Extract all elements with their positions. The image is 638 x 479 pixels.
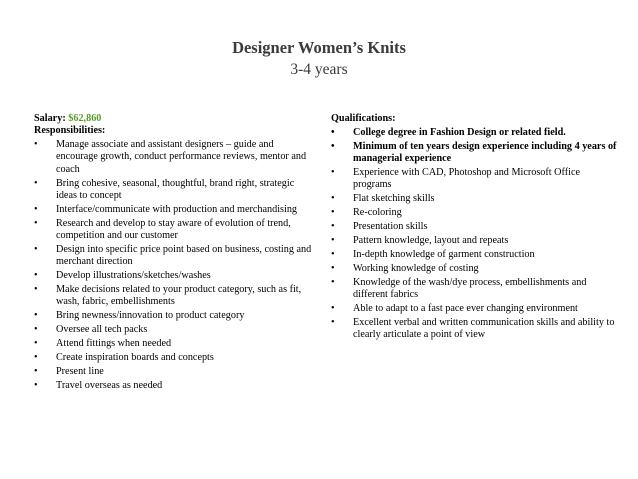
- salary-label: Salary: [34, 113, 63, 124]
- bullet-marker: •: [34, 270, 38, 282]
- list-item-text: College degree in Fashion Design or related field.: [353, 126, 566, 138]
- responsibility-item: [34, 352, 312, 364]
- bullet-marker: •: [34, 217, 38, 229]
- bullet-marker: •: [34, 365, 38, 377]
- bullet-marker: •: [331, 166, 335, 178]
- list-item-text: Working knowledge of costing: [353, 262, 479, 274]
- qualification-item: [331, 193, 618, 205]
- list-item-text: In-depth knowledge of garment construction: [353, 248, 535, 260]
- bullet-marker: •: [34, 203, 38, 215]
- bullet-marker: •: [34, 379, 38, 391]
- qualification-item: [331, 277, 618, 302]
- responsibility-item: [34, 218, 312, 243]
- responsibility-item: [34, 324, 312, 336]
- list-item-text: Develop illustrations/sketches/washes: [56, 270, 211, 282]
- bullet-marker: •: [331, 316, 335, 328]
- list-item-text: Bring cohesive, seasonal, thoughtful, brand right, strategic ideas to concept: [56, 177, 295, 201]
- bullet-marker: •: [34, 243, 38, 255]
- responsibility-item: [34, 380, 312, 392]
- responsibility-item: [34, 139, 312, 176]
- bullet-marker: •: [331, 193, 335, 205]
- bullet-marker: •: [331, 302, 335, 314]
- salary-line: [34, 113, 312, 125]
- qualification-item: [331, 317, 618, 342]
- list-item-text: Present line: [56, 365, 104, 377]
- responsibility-item: [34, 284, 312, 309]
- responsibility-item: [34, 178, 312, 203]
- bullet-marker: •: [331, 276, 335, 288]
- list-item-text: Make decisions related to your product category, such as fit, wash, fabric, embellishments: [56, 284, 302, 308]
- bullet-marker: •: [331, 126, 335, 138]
- bullet-marker: •: [331, 262, 335, 274]
- list-item-text: Create inspiration boards and concepts: [56, 351, 214, 363]
- responsibility-item: [34, 310, 312, 322]
- bullet-marker: •: [331, 220, 335, 232]
- bullet-marker: •: [34, 139, 38, 151]
- list-item-text: Travel overseas as needed: [56, 379, 163, 391]
- slide-title: Designer Women’s Knits: [232, 38, 406, 57]
- bullet-marker: •: [331, 234, 335, 246]
- list-item-text: Minimum of ten years design experience including 4 years of managerial experience: [353, 140, 617, 165]
- qualification-item: [331, 249, 618, 261]
- list-item-text: Research and develop to stay aware of evolution of trend, competition and our customer: [56, 217, 291, 242]
- qualifications-list: [331, 127, 618, 341]
- bullet-marker: •: [34, 177, 38, 189]
- list-item-text: Excellent verbal and written communication skills and ability to clearly articulate a point of view: [353, 316, 615, 340]
- right-column: [331, 113, 618, 341]
- bullet-marker: •: [34, 351, 38, 363]
- responsibility-item: [34, 204, 312, 216]
- qualification-item: [331, 207, 618, 219]
- list-item-text: Experience with CAD, Photoshop and Microsoft Office programs: [353, 166, 581, 191]
- qualification-item: [331, 263, 618, 275]
- list-item-text: Design into specific price point based on business, costing and merchant direction: [56, 243, 312, 268]
- list-item-text: Flat sketching skills: [353, 193, 435, 205]
- list-item-text: Interface/communicate with production and merchandising: [56, 203, 298, 215]
- bullet-marker: •: [34, 284, 38, 296]
- list-item-text: Re-coloring: [353, 207, 402, 219]
- list-item-text: Able to adapt to a fast pace ever changing environment: [353, 302, 578, 314]
- bullet-marker: •: [331, 140, 335, 152]
- list-item-text: Manage associate and assistant designers – guide and encourage growth, conduct performance reviews, mentor and coach: [56, 139, 307, 175]
- qualification-item: [331, 221, 618, 233]
- responsibility-item: [34, 338, 312, 350]
- list-item-text: Attend fittings when needed: [56, 337, 172, 349]
- responsibility-item: [34, 366, 312, 378]
- qualification-item: [331, 141, 618, 166]
- slide-subtitle: 3-4 years: [290, 61, 348, 78]
- bullet-marker: •: [331, 207, 335, 219]
- bullet-marker: •: [331, 248, 335, 260]
- bullet-marker: •: [34, 324, 38, 336]
- qualification-item: [331, 235, 618, 247]
- list-item-text: Oversee all tech packs: [56, 324, 148, 336]
- responsibility-item: [34, 270, 312, 282]
- list-item-text: Knowledge of the wash/dye process, embellishments and different fabrics: [353, 276, 587, 300]
- responsibilities-list: [34, 139, 312, 392]
- list-item-text: Bring newness/innovation to product category: [56, 310, 245, 322]
- responsibility-item: [34, 244, 312, 269]
- qualification-item: [331, 167, 618, 192]
- list-item-text: Presentation skills: [353, 220, 428, 232]
- responsibilities-heading: Responsibilities:: [34, 125, 106, 137]
- bullet-marker: •: [34, 337, 38, 349]
- list-item-text: Pattern knowledge, layout and repeats: [353, 234, 509, 246]
- qualification-item: [331, 303, 618, 315]
- salary-separator: :: [62, 113, 69, 124]
- bullet-marker: •: [34, 310, 38, 322]
- qualification-item: [331, 127, 618, 139]
- salary-value: $62,860: [68, 113, 102, 124]
- left-column: [34, 113, 312, 392]
- qualifications-heading: Qualifications:: [331, 113, 396, 124]
